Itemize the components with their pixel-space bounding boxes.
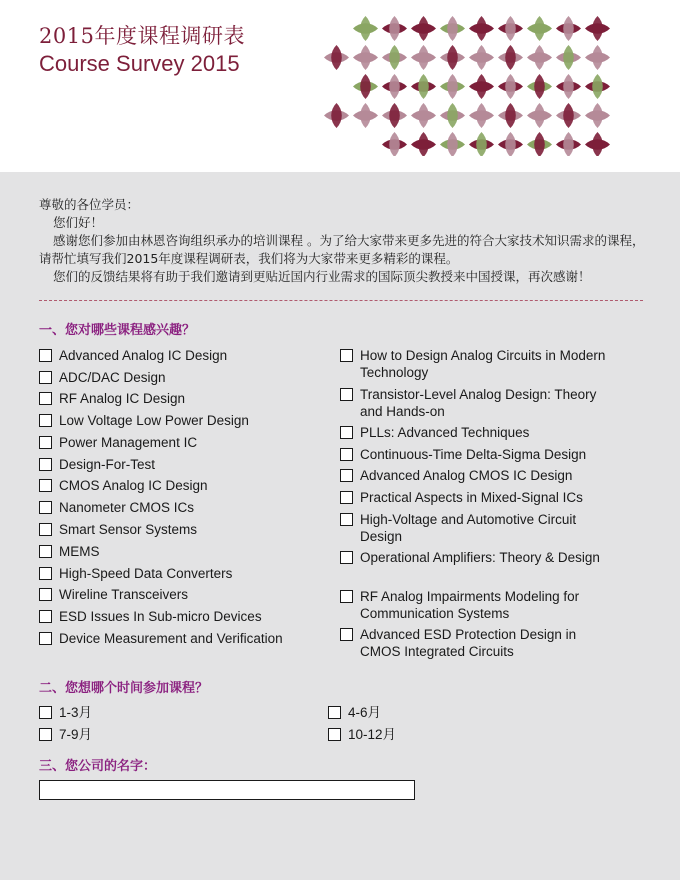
pattern-motif — [411, 103, 436, 128]
pattern-motif — [469, 45, 494, 70]
pattern-motif — [498, 74, 523, 99]
time-option[interactable] — [39, 704, 239, 721]
checkbox[interactable] — [340, 590, 353, 603]
option-label: Continuous-Time Delta-Sigma Design — [360, 447, 587, 462]
option-label: Design-For-Test — [59, 457, 156, 472]
pattern-motif — [353, 103, 378, 128]
option-label: Advanced Analog CMOS IC Design — [360, 468, 573, 483]
checkbox[interactable] — [328, 706, 341, 719]
dashed-divider — [39, 300, 643, 301]
course-option[interactable] — [39, 565, 329, 582]
checkbox[interactable] — [39, 392, 52, 405]
option-label: Smart Sensor Systems — [59, 522, 198, 537]
intro-letter — [39, 196, 645, 286]
course-option[interactable] — [340, 626, 610, 660]
course-option[interactable] — [340, 467, 610, 484]
pattern-motif — [585, 103, 610, 128]
option-label: Transistor-Level Analog Design: Theory and Hands-on — [360, 387, 597, 419]
course-option[interactable] — [340, 549, 610, 566]
course-option[interactable] — [340, 446, 610, 463]
option-label: 4-6月 — [348, 705, 382, 720]
title-chinese: 2015年度课程调研表 — [39, 24, 245, 48]
pattern-motif — [498, 16, 523, 41]
pattern-motif — [353, 45, 378, 70]
pattern-motif — [527, 45, 552, 70]
pattern-motif — [556, 45, 581, 70]
section-courses-title: 一、您对哪些课程感兴趣？ — [39, 323, 196, 338]
option-label: PLLs: Advanced Techniques — [360, 425, 530, 440]
pattern-motif — [585, 132, 610, 156]
pattern-motif — [556, 103, 581, 128]
pattern-motif — [527, 103, 552, 128]
checkbox[interactable] — [340, 491, 353, 504]
course-option[interactable] — [340, 489, 610, 506]
option-label: 10-12月 — [348, 727, 397, 742]
checkbox[interactable] — [39, 349, 52, 362]
pattern-motif — [324, 45, 349, 70]
course-option[interactable] — [39, 456, 329, 473]
pattern-motif — [353, 16, 378, 41]
checkbox[interactable] — [39, 588, 52, 601]
option-label: RF Analog Impairments Modeling for Communication Systems — [360, 589, 580, 621]
pattern-motif — [382, 16, 407, 41]
time-option[interactable] — [328, 726, 528, 743]
pattern-motif — [382, 74, 407, 99]
course-option[interactable] — [39, 543, 329, 560]
pattern-motif — [585, 74, 610, 99]
decorative-pattern — [312, 14, 642, 156]
option-label: 1-3月 — [59, 705, 93, 720]
pattern-motif — [469, 132, 494, 156]
checkbox[interactable] — [39, 414, 52, 427]
course-option[interactable] — [39, 630, 329, 647]
pattern-motif — [469, 16, 494, 41]
pattern-motif — [469, 103, 494, 128]
course-option[interactable] — [340, 511, 610, 545]
option-label: Advanced Analog IC Design — [59, 348, 228, 363]
option-label: Nanometer CMOS ICs — [59, 500, 195, 515]
course-option[interactable] — [340, 347, 610, 381]
course-option[interactable] — [39, 586, 329, 603]
checkbox[interactable] — [39, 610, 52, 623]
checkbox[interactable] — [39, 501, 52, 514]
course-option[interactable] — [39, 521, 329, 538]
option-label: How to Design Analog Circuits in Modern Technology — [360, 348, 606, 380]
title-english: Course Survey 2015 — [39, 51, 240, 76]
header — [0, 0, 680, 172]
pattern-motif — [382, 45, 407, 70]
pattern-motif — [440, 45, 465, 70]
pattern-motif — [556, 132, 581, 156]
pattern-motif — [469, 74, 494, 99]
option-label: MEMS — [59, 544, 100, 559]
pattern-motif — [382, 132, 407, 156]
pattern-motif — [411, 74, 436, 99]
option-label: High-Speed Data Converters — [59, 566, 233, 581]
course-option[interactable] — [39, 412, 329, 429]
checkbox[interactable] — [340, 551, 353, 564]
checkbox[interactable] — [39, 728, 52, 741]
pattern-motif — [585, 45, 610, 70]
option-label: Operational Amplifiers: Theory & Design — [360, 550, 600, 565]
course-option[interactable] — [39, 499, 329, 516]
checkbox[interactable] — [340, 628, 353, 641]
pattern-motif — [382, 103, 407, 128]
checkbox[interactable] — [340, 426, 353, 439]
pattern-motif — [498, 132, 523, 156]
checkbox[interactable] — [340, 448, 353, 461]
checkbox[interactable] — [39, 545, 52, 558]
section-company-title: 三、您公司的名字： — [39, 759, 157, 774]
hello: 您们好！ — [53, 215, 104, 230]
pattern-motif — [411, 16, 436, 41]
pattern-motif — [527, 74, 552, 99]
pattern-motif — [411, 132, 436, 156]
option-label: Advanced ESD Protection Design in CMOS Integrated Circuits — [360, 627, 577, 659]
option-label: ESD Issues In Sub-micro Devices — [59, 609, 262, 624]
time-option[interactable] — [39, 726, 239, 743]
option-label: Low Voltage Low Power Design — [59, 413, 249, 428]
course-option[interactable] — [39, 369, 329, 386]
pattern-motif — [498, 103, 523, 128]
option-label: ADC/DAC Design — [59, 370, 166, 385]
option-label: RF Analog IC Design — [59, 391, 186, 406]
option-label: 7-9月 — [59, 727, 93, 742]
option-label: CMOS Analog IC Design — [59, 478, 208, 493]
course-option[interactable] — [340, 386, 610, 420]
pattern-motif — [440, 16, 465, 41]
greeting: 尊敬的各位学员： — [39, 197, 140, 212]
course-option[interactable] — [39, 347, 329, 364]
course-option[interactable] — [39, 390, 329, 407]
checkbox[interactable] — [39, 523, 52, 536]
checkbox[interactable] — [340, 388, 353, 401]
checkbox[interactable] — [340, 349, 353, 362]
checkbox[interactable] — [39, 632, 52, 645]
checkbox[interactable] — [340, 469, 353, 482]
pattern-motif — [324, 103, 349, 128]
course-option[interactable] — [340, 424, 610, 441]
pattern-motif — [411, 45, 436, 70]
course-option[interactable] — [340, 588, 610, 622]
intro-paragraph-1: 感谢您们参加由林恩咨询组织承办的培训课程 。为了给大家带来更多先进的符合大家技术知识需求的课程，请帮忙填写我们2015年度课程调研表，我们将为大家带来更多精彩的课程。 — [39, 233, 645, 266]
option-label: Practical Aspects in Mixed-Signal ICs — [360, 490, 583, 505]
checkbox[interactable] — [39, 371, 52, 384]
option-label: Device Measurement and Verification — [59, 631, 283, 646]
company-name-input[interactable] — [39, 780, 415, 800]
option-label: Wireline Transceivers — [59, 587, 189, 602]
pattern-motif — [585, 16, 610, 41]
time-option[interactable] — [328, 704, 528, 721]
pattern-motif — [440, 74, 465, 99]
pattern-motif — [556, 16, 581, 41]
option-label: High-Voltage and Automotive Circuit Design — [360, 512, 577, 544]
pattern-motif — [440, 103, 465, 128]
checkbox[interactable] — [328, 728, 341, 741]
course-option[interactable] — [39, 608, 329, 625]
course-option[interactable] — [39, 434, 329, 451]
pattern-motif — [527, 132, 552, 156]
checkbox[interactable] — [39, 706, 52, 719]
course-option[interactable] — [39, 477, 329, 494]
pattern-motif — [498, 45, 523, 70]
pattern-motif — [440, 132, 465, 156]
checkbox[interactable] — [39, 436, 52, 449]
pattern-motif — [353, 74, 378, 99]
intro-paragraph-2: 您们的反馈结果将有助于我们邀请到更贴近国内行业需求的国际顶尖教授来中国授课，再次感谢！ — [53, 269, 591, 284]
section-time-title: 二、您想哪个时间参加课程？ — [39, 681, 209, 696]
checkbox[interactable] — [39, 567, 52, 580]
checkbox[interactable] — [340, 513, 353, 526]
checkbox[interactable] — [39, 479, 52, 492]
pattern-motif — [556, 74, 581, 99]
pattern-motif — [527, 16, 552, 41]
option-label: Power Management IC — [59, 435, 198, 450]
checkbox[interactable] — [39, 458, 52, 471]
